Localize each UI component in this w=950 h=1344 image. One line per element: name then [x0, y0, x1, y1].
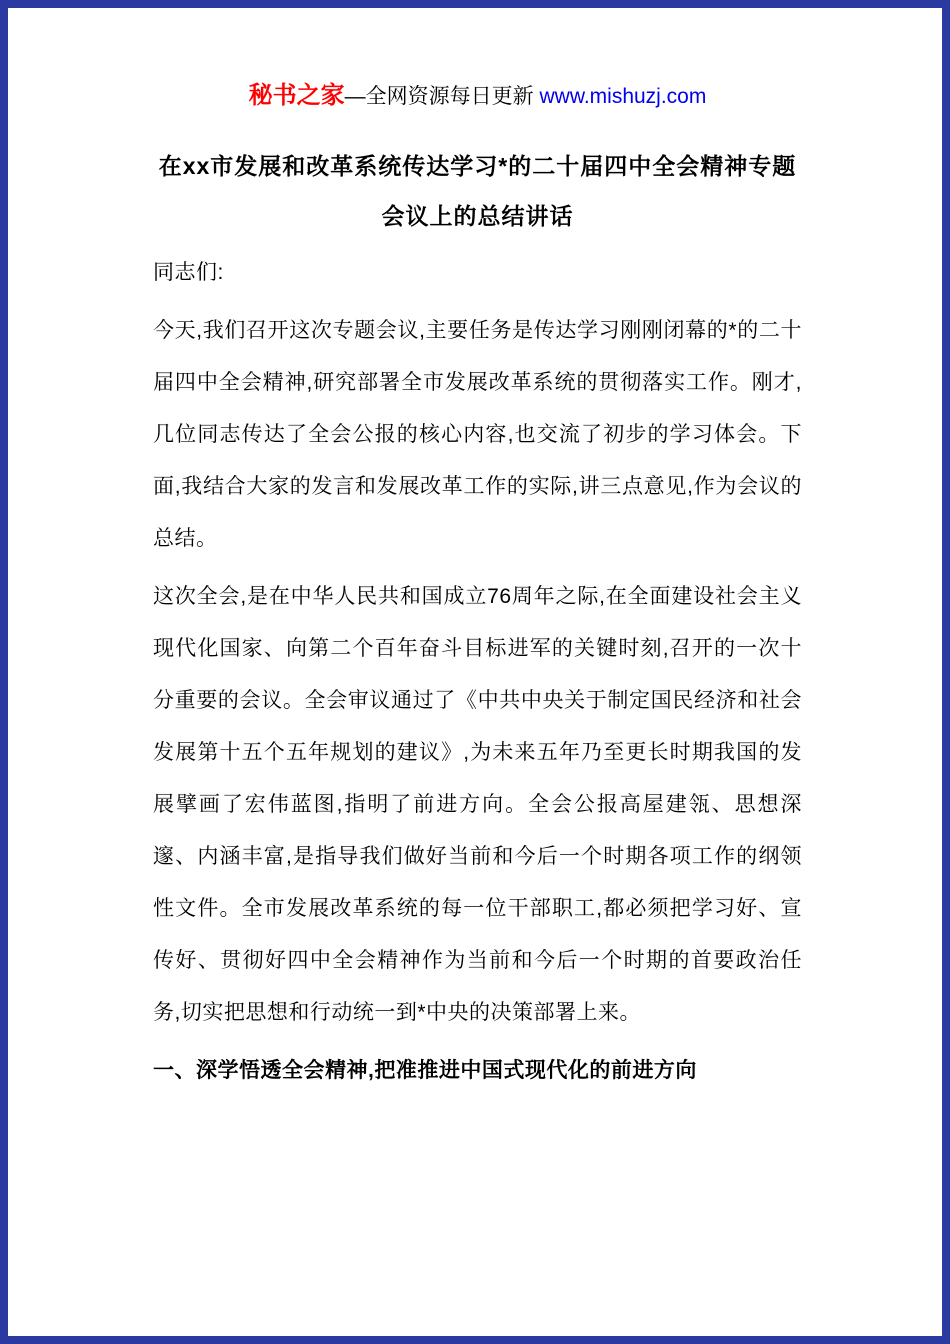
document-title-line2: 会议上的总结讲话	[381, 203, 574, 229]
paragraph-plenum-summary: 这次全会,是在中华人民共和国成立76周年之际,在全面建设社会主义现代化国家、向第二个百年奋斗目标进军的关键时刻,召开的一次十分重要的会议。全会审议通过了《中共中央关于制定国民经济和社会发展第十五个五年规划的建议》,为未来五年乃至更长时期我国的发展擘画了宏伟蓝图,指明了前进方向。全会公报高屋建瓴、思想深邃、内涵丰富,是指导我们做好当前和今后一个时期各项工作的纲领性文件。全市发展改革系统的每一位干部职工,都必须把学习好、宣传好、贯彻好四中全会精神作为当前和今后一个时期的首要政治任务,切实把思想和行动统一到*中央的决策部署上来。	[153, 585, 802, 1024]
site-url-link[interactable]: www.mishuzj.com	[539, 85, 707, 108]
section-heading-1: 一、深学悟透全会精神,把准推进中国式现代化的前进方向	[153, 1059, 697, 1082]
salutation: 同志们:	[153, 261, 224, 284]
paragraph-intro: 今天,我们召开这次专题会议,主要任务是传达学习刚刚闭幕的*的二十届四中全会精神,研究部署全市发展改革系统的贯彻落实工作。刚才,几位同志传达了全会公报的核心内容,也交流了初步的学习体会。下面,我结合大家的发言和发展改革工作的实际,讲三点意见,作为会议的总结。	[153, 319, 802, 550]
site-brand: 秘书之家	[248, 82, 345, 109]
site-header	[153, 80, 802, 113]
document-title	[153, 141, 802, 241]
document-title-line1: 在xx市发展和改革系统传达学习*的二十届四中全会精神专题	[158, 153, 797, 179]
site-tagline: —全网资源每日更新	[344, 85, 540, 108]
